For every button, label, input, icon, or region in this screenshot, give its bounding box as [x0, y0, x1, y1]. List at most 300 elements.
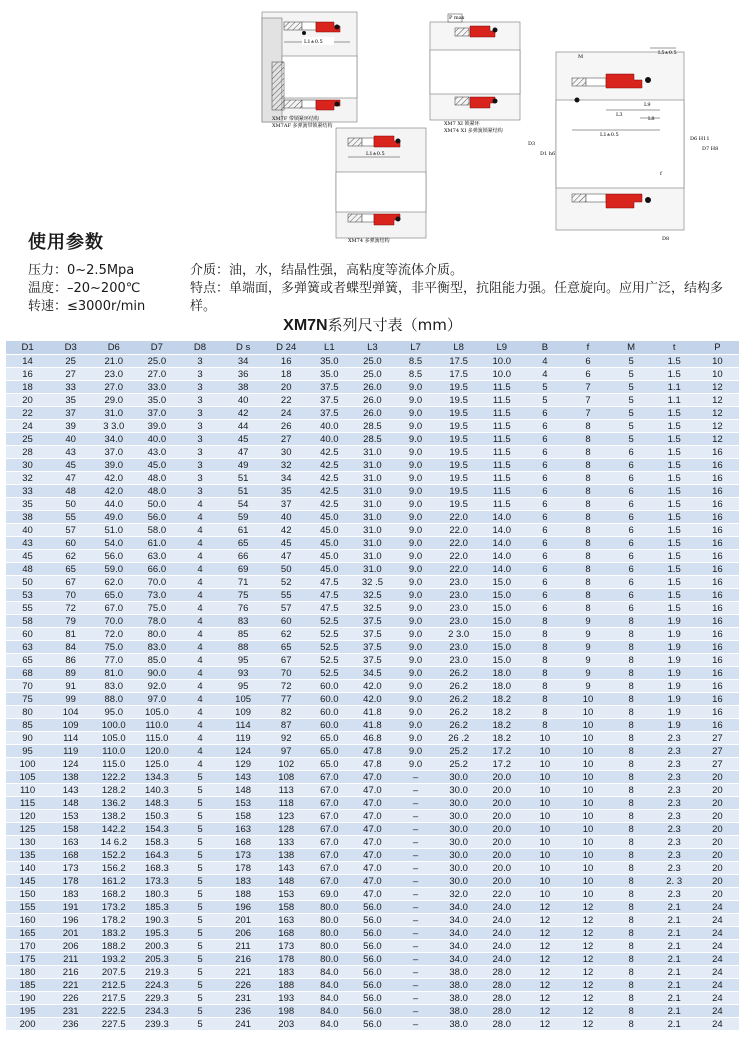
table-cell: 62 [49, 550, 92, 563]
table-cell: 133 [265, 836, 308, 849]
table-cell: 38 [222, 381, 265, 394]
table-cell: 47.8 [351, 745, 394, 758]
table-cell: 12 [566, 1005, 609, 1018]
table-cell: 26.2 [437, 680, 480, 693]
table-cell: 27 [696, 758, 739, 771]
table-row [6, 901, 739, 914]
table-cell: 15.0 [480, 654, 523, 667]
table-cell: 10 [566, 836, 609, 849]
table-cell: 12 [566, 927, 609, 940]
table-cell: 56.0 [351, 979, 394, 992]
table-row [6, 446, 739, 459]
table-cell: 5 [178, 849, 221, 862]
table-cell: 69.0 [308, 888, 351, 901]
table-cell: 30.0 [437, 771, 480, 784]
table-cell: 195 [6, 1005, 49, 1018]
table-cell: 26.0 [351, 394, 394, 407]
table-cell: 143 [222, 771, 265, 784]
table-cell: 20.0 [480, 797, 523, 810]
table-row [6, 433, 739, 446]
table-cell: 5 [178, 810, 221, 823]
table-cell: 35.0 [308, 355, 351, 368]
table-cell: 102 [265, 758, 308, 771]
table-cell: 5 [610, 433, 653, 446]
table-cell: 58 [6, 615, 49, 628]
table-cell: 4 [178, 589, 221, 602]
table-cell: 31.0 [351, 511, 394, 524]
table-cell: 221 [49, 979, 92, 992]
table-row [6, 693, 739, 706]
table-cell: – [394, 940, 437, 953]
table-cell: – [394, 862, 437, 875]
table-cell: 190.3 [135, 914, 178, 927]
table-cell: 17.5 [437, 355, 480, 368]
table-cell: 12 [696, 394, 739, 407]
table-cell: 109 [222, 706, 265, 719]
table-cell: 45.0 [308, 537, 351, 550]
table-cell: 20.0 [480, 875, 523, 888]
table-cell: 48.0 [135, 485, 178, 498]
table-cell: 163 [265, 914, 308, 927]
table-cell: 9.0 [394, 537, 437, 550]
table-cell: 18.0 [480, 680, 523, 693]
table-cell: 8 [610, 615, 653, 628]
table-cell: 12 [566, 979, 609, 992]
table-row [6, 992, 739, 1005]
table-cell: 1.9 [653, 719, 696, 732]
table-cell: 20 [696, 888, 739, 901]
table-cell: 120.0 [135, 745, 178, 758]
table-cell: 4 [178, 524, 221, 537]
table-cell: 153 [222, 797, 265, 810]
table-cell: 31.0 [351, 550, 394, 563]
table-cell: 42.0 [351, 680, 394, 693]
table-cell: 67.0 [308, 862, 351, 875]
table-cell: 19.5 [437, 394, 480, 407]
table-cell: 4 [178, 563, 221, 576]
table-cell: 32.5 [351, 602, 394, 615]
param-medium: 介质：油，水，结晶性强，高粘度等流体介质。 [190, 263, 464, 278]
table-cell: 9.0 [394, 524, 437, 537]
table-cell: 148 [49, 797, 92, 810]
table-cell: 47.0 [351, 823, 394, 836]
table-cell: 8 [610, 706, 653, 719]
table-cell: 115 [6, 797, 49, 810]
table-cell: 221 [222, 966, 265, 979]
table-cell: 28.5 [351, 433, 394, 446]
table-cell: 193.2 [92, 953, 135, 966]
table-row [6, 719, 739, 732]
table-cell: 16 [696, 498, 739, 511]
table-cell: 6 [610, 576, 653, 589]
table-cell: 50.0 [135, 498, 178, 511]
table-cell: 48 [49, 485, 92, 498]
table-cell: 18.2 [480, 719, 523, 732]
table-cell: 1.1 [653, 381, 696, 394]
table-cell: 123 [265, 810, 308, 823]
table-cell: 216 [222, 953, 265, 966]
table-cell: 90 [6, 732, 49, 745]
table-title [0, 314, 745, 335]
table-cell: 3 [178, 407, 221, 420]
table-cell: 11.5 [480, 472, 523, 485]
table-cell: 7 [566, 407, 609, 420]
table-row [6, 1005, 739, 1018]
table-cell: 30.0 [437, 875, 480, 888]
table-cell: 115.0 [92, 758, 135, 771]
table-cell: 23.0 [437, 615, 480, 628]
table-cell: 32.0 [437, 888, 480, 901]
table-cell: 28.0 [480, 966, 523, 979]
column-header: D s [222, 341, 265, 355]
table-cell: 70.0 [92, 615, 135, 628]
table-cell: 229.3 [135, 992, 178, 1005]
table-cell: 22.0 [437, 550, 480, 563]
table-cell: 30.0 [437, 797, 480, 810]
table-cell: 10 [566, 693, 609, 706]
table-cell: 11.5 [480, 433, 523, 446]
table-cell: 195.3 [135, 927, 178, 940]
table-cell: 148 [265, 875, 308, 888]
table-cell: 56.0 [351, 901, 394, 914]
table-cell: 54 [222, 498, 265, 511]
table-cell: 10 [523, 758, 566, 771]
label-pmax: P max [449, 15, 465, 21]
table-cell: 57 [265, 602, 308, 615]
table-cell: 24.0 [480, 940, 523, 953]
table-cell: 153 [49, 810, 92, 823]
table-cell: 2.3 [653, 849, 696, 862]
table-cell: 3 [178, 433, 221, 446]
table-cell: 9.0 [394, 407, 437, 420]
table-cell: 22.0 [437, 563, 480, 576]
table-cell: 4 [178, 706, 221, 719]
table-row [6, 680, 739, 693]
table-cell: 5 [610, 420, 653, 433]
table-cell: 190 [6, 992, 49, 1005]
table-cell: 85 [222, 628, 265, 641]
table-cell: 85 [6, 719, 49, 732]
table-cell: 2.1 [653, 914, 696, 927]
table-cell: 180.3 [135, 888, 178, 901]
table-cell: 115.0 [135, 732, 178, 745]
table-cell: 16 [696, 485, 739, 498]
table-cell: 19.5 [437, 459, 480, 472]
table-cell: 9 [566, 654, 609, 667]
table-cell: 2.3 [653, 836, 696, 849]
table-cell: 24 [696, 992, 739, 1005]
table-cell: 25.0 [135, 355, 178, 368]
table-cell: 91 [49, 680, 92, 693]
table-cell: – [394, 979, 437, 992]
table-cell: – [394, 875, 437, 888]
table-cell: 10 [566, 862, 609, 875]
table-cell: 9.0 [394, 719, 437, 732]
table-cell: 60.0 [308, 680, 351, 693]
table-cell: 10.0 [480, 355, 523, 368]
table-cell: 67 [265, 654, 308, 667]
table-cell: 165 [6, 927, 49, 940]
table-cell: 226 [222, 979, 265, 992]
table-cell: 19.5 [437, 420, 480, 433]
table-cell: 8 [610, 693, 653, 706]
table-row [6, 732, 739, 745]
table-cell: 75.0 [92, 641, 135, 654]
table-cell: 10 [696, 355, 739, 368]
table-cell: 30.0 [437, 862, 480, 875]
column-header: L1 [308, 341, 351, 355]
table-cell: 16 [696, 667, 739, 680]
table-cell: 51.0 [92, 524, 135, 537]
table-cell: 10 [566, 771, 609, 784]
table-cell: 8 [610, 810, 653, 823]
table-cell: 2.3 [653, 784, 696, 797]
table-cell: 2.3 [653, 810, 696, 823]
table-cell: 23.0 [437, 576, 480, 589]
table-cell: 53 [6, 589, 49, 602]
table-cell: – [394, 966, 437, 979]
table-cell: 45.0 [135, 459, 178, 472]
table-cell: 99 [49, 693, 92, 706]
table-cell: 1.1 [653, 394, 696, 407]
table-cell: 158 [265, 901, 308, 914]
table-cell: 24 [6, 420, 49, 433]
table-cell: 148.3 [135, 797, 178, 810]
table-cell: 10 [566, 875, 609, 888]
table-cell: 62 [265, 628, 308, 641]
table-cell: 77.0 [92, 654, 135, 667]
table-cell: 1.5 [653, 563, 696, 576]
label-xm74: XM74 多弹簧结构 [348, 238, 390, 244]
table-cell: 178 [222, 862, 265, 875]
table-cell: 154.3 [135, 823, 178, 836]
table-cell: 8 [566, 459, 609, 472]
table-cell: 15.0 [480, 628, 523, 641]
table-cell: 20 [696, 771, 739, 784]
table-cell: 7 [566, 381, 609, 394]
table-cell: 168 [49, 849, 92, 862]
table-cell: 6 [610, 511, 653, 524]
table-cell: 9.0 [394, 615, 437, 628]
table-cell: 72 [49, 602, 92, 615]
table-cell: 39.0 [135, 420, 178, 433]
table-cell: 16 [696, 472, 739, 485]
table-cell: 11.5 [480, 485, 523, 498]
table-cell: 224.3 [135, 979, 178, 992]
table-cell: 67.0 [308, 784, 351, 797]
table-cell: 180 [6, 966, 49, 979]
table-cell: 25.0 [351, 368, 394, 381]
table-cell: 8 [523, 706, 566, 719]
label-l5: L5±0.5 [658, 50, 677, 56]
table-cell: 86 [49, 654, 92, 667]
table-cell: 12 [523, 966, 566, 979]
table-cell: 6 [523, 472, 566, 485]
table-cell: 47.5 [308, 602, 351, 615]
table-cell: 1.9 [653, 693, 696, 706]
table-cell: 142.2 [92, 823, 135, 836]
column-header: D1 [6, 341, 49, 355]
table-cell: 20.0 [480, 862, 523, 875]
table-cell: 113 [265, 784, 308, 797]
table-cell: 20 [696, 784, 739, 797]
table-cell: 31.0 [92, 407, 135, 420]
table-cell: 164.3 [135, 849, 178, 862]
table-cell: 100 [6, 758, 49, 771]
table-cell: 60 [6, 628, 49, 641]
table-cell: 22.0 [437, 537, 480, 550]
table-cell: 68 [6, 667, 49, 680]
table-cell: 6 [523, 511, 566, 524]
table-cell: 16 [696, 589, 739, 602]
label-d6: D6 H11 [690, 136, 710, 142]
table-cell: 1.5 [653, 524, 696, 537]
table-cell: 10 [566, 732, 609, 745]
table-cell: 6 [610, 602, 653, 615]
table-cell: 4 [178, 680, 221, 693]
table-cell: 20 [696, 849, 739, 862]
table-cell: 6 [610, 472, 653, 485]
label-d8: D8 [662, 236, 670, 242]
table-cell: 188 [265, 979, 308, 992]
table-cell: 48.0 [135, 472, 178, 485]
table-cell: 188 [222, 888, 265, 901]
table-cell: 92 [265, 732, 308, 745]
table-cell: 5 [610, 355, 653, 368]
table-cell: 219.3 [135, 966, 178, 979]
table-cell: 24 [696, 901, 739, 914]
table-cell: 85.0 [135, 654, 178, 667]
table-cell: 83 [222, 615, 265, 628]
table-cell: 95 [222, 680, 265, 693]
table-cell: 10 [566, 797, 609, 810]
table-cell: 56.0 [135, 511, 178, 524]
table-cell: 160 [6, 914, 49, 927]
table-cell: 18.2 [480, 706, 523, 719]
label-l1-c: L1±0.5 [600, 132, 619, 138]
column-header: L9 [480, 341, 523, 355]
table-cell: 12 [696, 381, 739, 394]
table-cell: 8 [566, 420, 609, 433]
table-cell: 20.0 [480, 771, 523, 784]
table-cell: 18.2 [480, 732, 523, 745]
table-cell: – [394, 1018, 437, 1031]
table-cell: 4 [523, 368, 566, 381]
table-cell: 8 [610, 992, 653, 1005]
table-cell: 205.3 [135, 953, 178, 966]
table-cell: 95 [222, 654, 265, 667]
table-cell: 45 [6, 550, 49, 563]
table-cell: 9 [566, 641, 609, 654]
table-cell: 9.0 [394, 420, 437, 433]
table-cell: 75.0 [135, 602, 178, 615]
table-cell: 2.1 [653, 940, 696, 953]
table-cell: 9.0 [394, 706, 437, 719]
table-cell: 1.9 [653, 706, 696, 719]
table-cell: 24 [696, 953, 739, 966]
table-cell: 1.5 [653, 589, 696, 602]
table-cell: 109 [49, 719, 92, 732]
table-cell: 12 [566, 953, 609, 966]
table-cell: 2.1 [653, 901, 696, 914]
table-cell: 9.0 [394, 641, 437, 654]
table-cell: 201 [49, 927, 92, 940]
table-cell: 8 [566, 433, 609, 446]
table-cell: 9.0 [394, 667, 437, 680]
table-cell: 75 [6, 693, 49, 706]
table-cell: 9.0 [394, 485, 437, 498]
table-cell: 34.0 [437, 901, 480, 914]
table-cell: 5 [178, 1018, 221, 1031]
table-cell: 3 [178, 394, 221, 407]
table-cell: 5 [178, 979, 221, 992]
table-cell: 21.0 [92, 355, 135, 368]
table-cell: 65.0 [308, 732, 351, 745]
table-cell: 211 [49, 953, 92, 966]
table-cell: 3 [178, 420, 221, 433]
table-row [6, 355, 739, 368]
table-cell: 40.0 [308, 420, 351, 433]
table-cell: 8 [610, 745, 653, 758]
table-cell: 84 [49, 641, 92, 654]
table-cell: 150.3 [135, 810, 178, 823]
table-cell: 19.5 [437, 498, 480, 511]
table-cell: 89 [49, 667, 92, 680]
table-cell: 16 [696, 524, 739, 537]
table-cell: 23.0 [92, 368, 135, 381]
table-cell: 1.5 [653, 602, 696, 615]
table-cell: 28.5 [351, 420, 394, 433]
table-cell: 201 [222, 914, 265, 927]
table-cell: 200.3 [135, 940, 178, 953]
table-cell: 8 [610, 797, 653, 810]
table-cell: 67.0 [308, 797, 351, 810]
table-cell: 3 [178, 472, 221, 485]
table-cell: 40 [49, 433, 92, 446]
table-cell: 83.0 [92, 680, 135, 693]
table-cell: 6 [523, 485, 566, 498]
table-row [6, 641, 739, 654]
table-cell: 118 [265, 797, 308, 810]
table-cell: 6 [523, 576, 566, 589]
table-cell: 47.0 [351, 849, 394, 862]
table-cell: 88.0 [92, 693, 135, 706]
table-cell: 65 [222, 537, 265, 550]
table-cell: 47.0 [351, 784, 394, 797]
table-cell: 55 [265, 589, 308, 602]
table-cell: 37.5 [351, 654, 394, 667]
table-cell: 9 [566, 628, 609, 641]
table-cell: 6 [523, 433, 566, 446]
table-cell: 168 [222, 836, 265, 849]
table-cell: 37 [49, 407, 92, 420]
table-cell: 236 [49, 1018, 92, 1031]
table-cell: – [394, 927, 437, 940]
table-cell: 26.0 [351, 407, 394, 420]
table-cell: 41.8 [351, 706, 394, 719]
table-cell: 3 [178, 368, 221, 381]
table-cell: 52.5 [308, 628, 351, 641]
table-cell: 33 [49, 381, 92, 394]
table-cell: 231 [222, 992, 265, 1005]
table-cell: 5 [178, 901, 221, 914]
label-l9: L9 [644, 102, 651, 108]
table-cell: 8 [566, 524, 609, 537]
table-cell: 43.0 [135, 446, 178, 459]
table-cell: 15.0 [480, 602, 523, 615]
table-cell: 24 [696, 927, 739, 940]
table-cell: 10 [566, 823, 609, 836]
